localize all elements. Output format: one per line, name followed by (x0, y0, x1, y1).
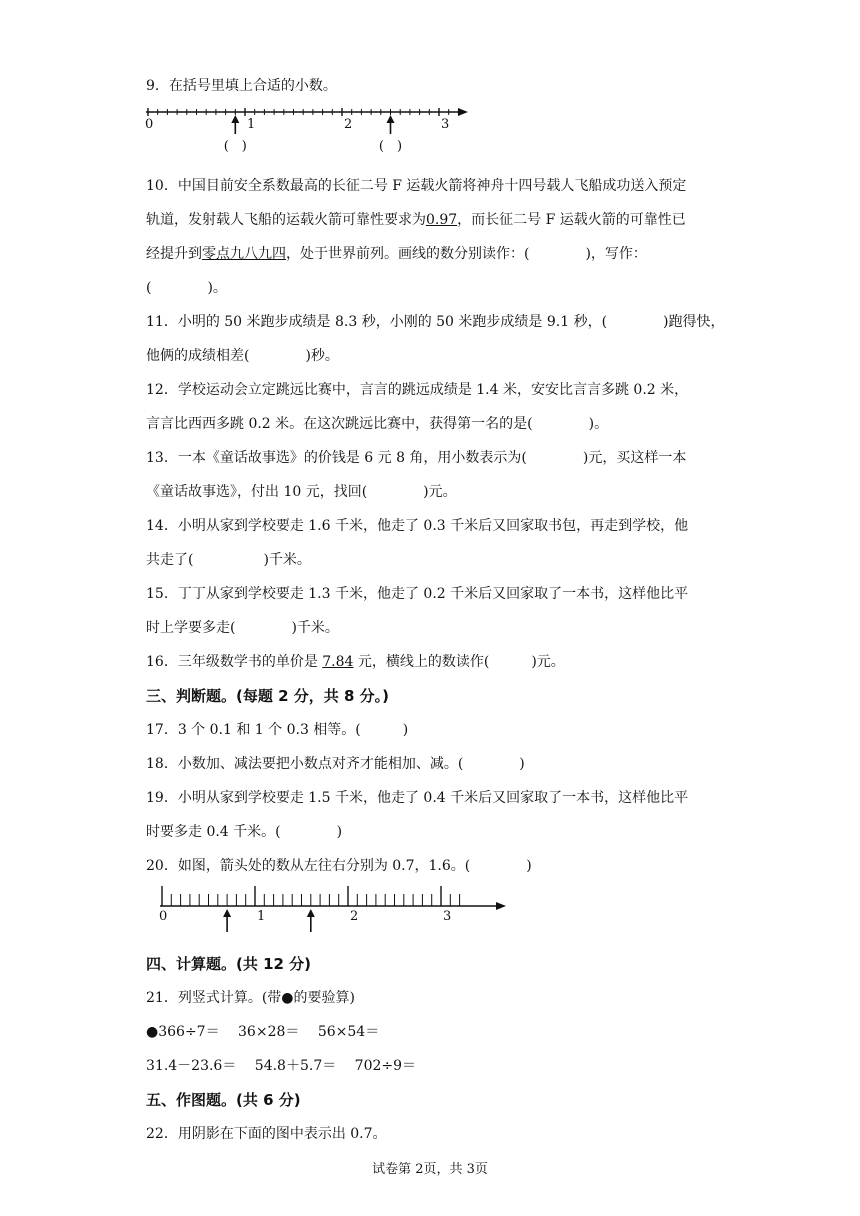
section-4-heading: 四、计算题。(共 12 分) (146, 955, 312, 973)
tick-label-3: 3 (441, 117, 450, 132)
number-line-2 (140, 880, 520, 940)
up-arrow-icon (231, 115, 239, 123)
tick-label-2: 2 (350, 909, 359, 924)
answer-blank-1: ( ) (223, 139, 247, 154)
tick-label-0: 0 (159, 909, 168, 924)
axis-arrowhead (496, 902, 506, 910)
underlined-price: 7.84 (322, 654, 354, 670)
q15-line1: 15．丁丁从家到学校要走 1.3 千米，他走了 0.2 千米后又回家取了一本书，这样他比平 (146, 586, 689, 602)
page-footer: 试卷第 2页，共 3页 (372, 1162, 488, 1177)
tick-label-0: 0 (145, 117, 154, 132)
q10-line2: 轨道，发射载人飞船的运载火箭可靠性要求为0.97，而长征二号 F 运载火箭的可靠性已 (146, 212, 686, 228)
number-line-1 (140, 100, 480, 162)
q9-text: 9．在括号里填上合适的小数。 (146, 78, 337, 94)
answer-blank-2: ( ) (378, 139, 403, 154)
q19-line1: 19．小明从家到学校要走 1.5 千米，他走了 0.4 千米后又回家取了一本书，这样他比平 (146, 790, 689, 806)
section-3-heading: 三、判断题。(每题 2 分，共 8 分。) (146, 687, 389, 705)
q10-line4: ( )。 (146, 280, 227, 296)
q21-line1: 21．列竖式计算。(带●的要验算) (146, 990, 355, 1006)
underlined-chinese-number: 零点九八九四 (202, 246, 286, 262)
q20-text: 20．如图，箭头处的数从左往右分别为 0.7，1.6。( ) (146, 858, 532, 874)
q13-line2: 《童话故事选》，付出 10 元，找回( )元。 (146, 484, 457, 500)
section-5-heading: 五、作图题。(共 6 分) (146, 1091, 301, 1109)
q10-line3: 经提升到零点九八九四，处于世界前列。画线的数分别读作：( )，写作： (146, 246, 647, 262)
q12-line1: 12．学校运动会立定跳远比赛中，言言的跳远成绩是 1.4 米，安安比言言多跳 0.2 米， (146, 382, 689, 398)
tick-label-1: 1 (247, 117, 256, 132)
underlined-0-97: 0.97 (426, 212, 458, 228)
q14-line1: 14．小明从家到学校要走 1.6 千米，他走了 0.3 千米后又回家取书包，再走到学校，他 (146, 518, 689, 534)
q18-text: 18．小数加、减法要把小数点对齐才能相加、减。( ) (146, 756, 525, 772)
q15-line2: 时上学要多走( )千米。 (146, 620, 339, 636)
q14-line2: 共走了( )千米。 (146, 552, 311, 568)
q10-line1: 10．中国目前安全系数最高的长征二号 F 运载火箭将神舟十四号载人飞船成功送入预定 (146, 178, 687, 194)
q11-line2: 他俩的成绩相差( )秒。 (146, 348, 339, 364)
q16-text: 16．三年级数学书的单价是 7.84 元，横线上的数读作( )元。 (146, 654, 565, 670)
axis-arrowhead (458, 108, 468, 116)
q11-line1: 11．小明的 50 米跑步成绩是 8.3 秒，小刚的 50 米跑步成绩是 9.1 秒，( )跑得快， (146, 314, 725, 330)
q13-line1: 13．一本《童话故事选》的价钱是 6 元 8 角，用小数表示为( )元，买这样一本 (146, 450, 687, 466)
up-arrow-icon (387, 115, 395, 123)
tick-label-3: 3 (443, 909, 452, 924)
up-arrow-icon (307, 909, 315, 917)
q19-line2: 时要多走 0.4 千米。( ) (146, 824, 343, 840)
q21-row2: 31.4－23.6＝ 54.8＋5.7＝ 702÷9＝ (146, 1058, 417, 1074)
tick-label-2: 2 (344, 117, 353, 132)
up-arrow-icon (223, 909, 231, 917)
q17-text: 17．3 个 0.1 和 1 个 0.3 相等。( ) (146, 722, 409, 738)
q22-text: 22．用阴影在下面的图中表示出 0.7。 (146, 1126, 387, 1142)
q12-line2: 言言比西西多跳 0.2 米。在这次跳远比赛中，获得第一名的是( )。 (146, 416, 609, 432)
q21-row1: ●366÷7＝ 36×28＝ 56×54＝ (146, 1024, 380, 1040)
tick-label-1: 1 (257, 909, 266, 924)
